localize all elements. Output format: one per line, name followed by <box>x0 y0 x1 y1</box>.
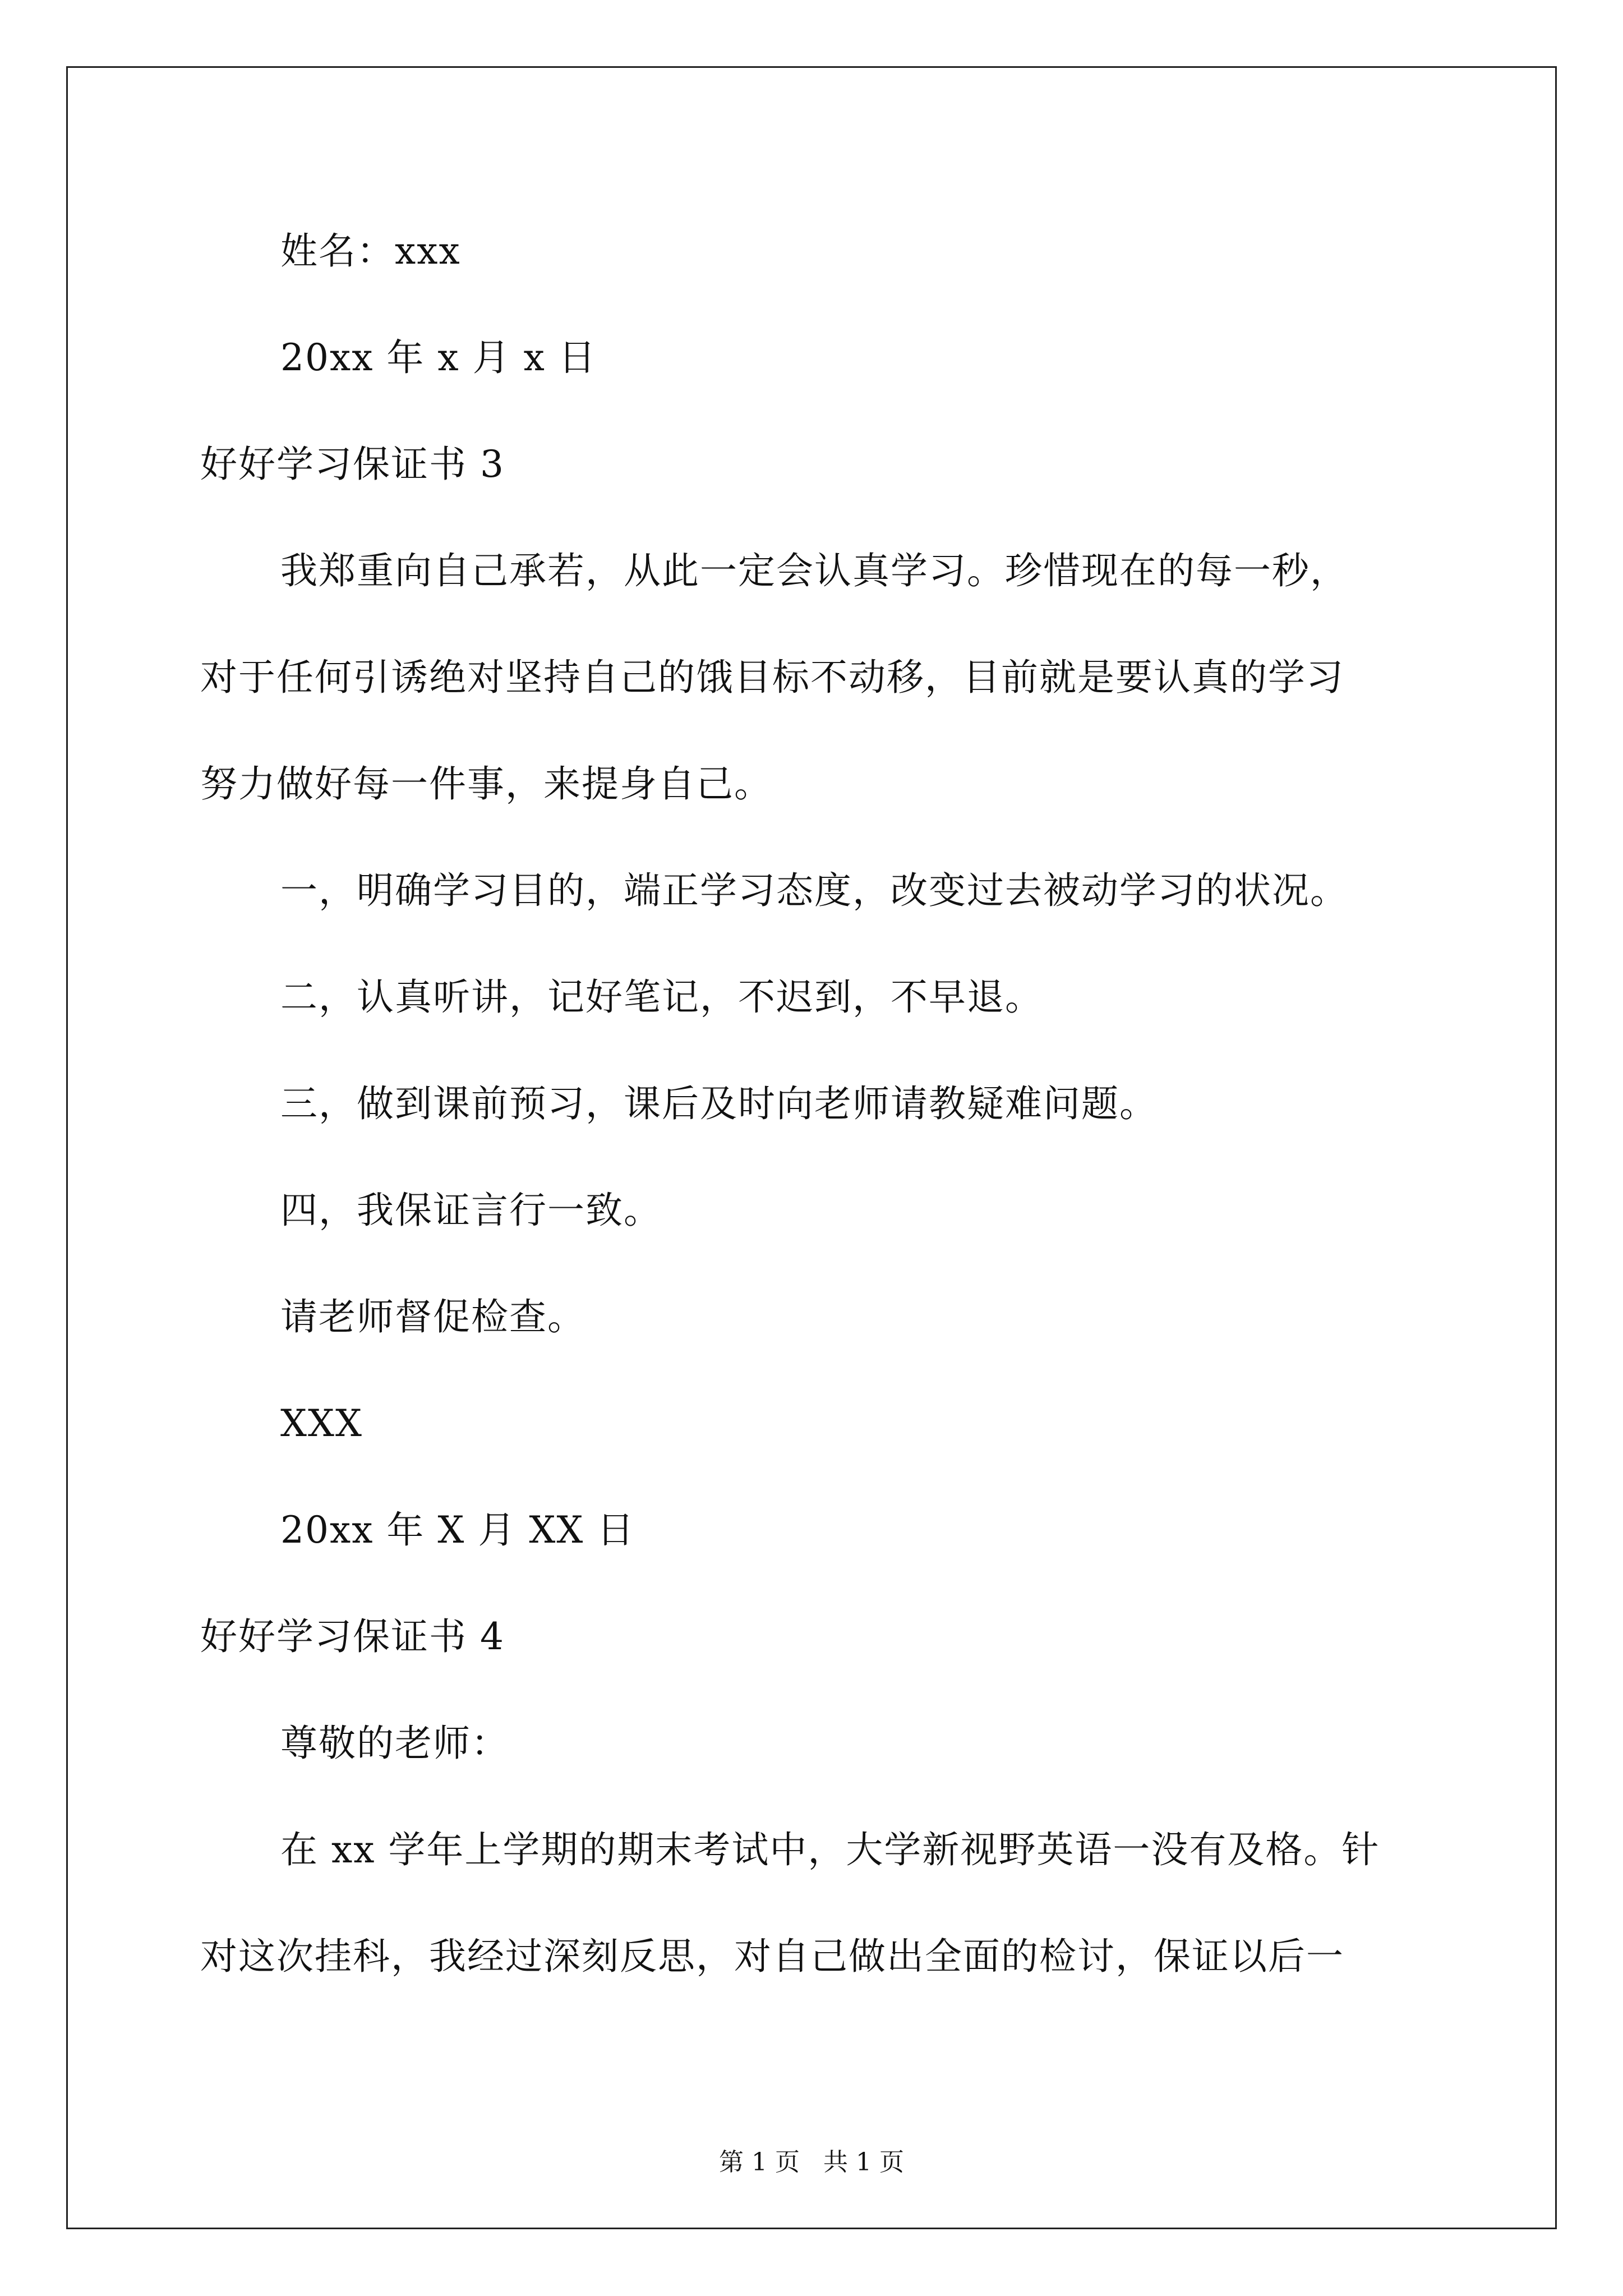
page-footer: 第 1 页 共 1 页 <box>719 2148 904 2177</box>
paragraph-line: 对这次挂科，我经过深刻反思，对自己做出全面的检讨，保证以后一 <box>200 1935 1344 1978</box>
signature-date: 20xx 年 x 月 x 日 <box>280 336 597 379</box>
paragraph-line: 我郑重向自己承若，从此一定会认真学习。珍惜现在的每一秒， <box>280 549 1348 592</box>
list-item-2: 二，认真听讲，记好笔记，不迟到，不早退。 <box>280 976 1043 1019</box>
paragraph-line: 对于任何引诱绝对坚持自己的饿目标不动移，目前就是要认真的学习 <box>200 656 1344 699</box>
salutation: 尊敬的老师： <box>280 1722 509 1765</box>
section-title-4: 好好学习保证书 4 <box>200 1615 505 1658</box>
signature-date: 20xx 年 X 月 XX 日 <box>280 1508 635 1552</box>
closing-request: 请老师督促检查。 <box>280 1295 585 1338</box>
list-item-3: 三，做到课前预习，课后及时向老师请教疑难问题。 <box>280 1082 1158 1125</box>
page-border <box>66 66 1557 2229</box>
signature-name: XXX <box>280 1402 363 1445</box>
signature-name: 姓名：xxx <box>280 229 461 273</box>
list-item-1: 一，明确学习目的，端正学习态度，改变过去被动学习的状况。 <box>280 869 1348 912</box>
section-title-3: 好好学习保证书 3 <box>200 443 505 486</box>
paragraph-line: 在 xx 学年上学期的期末考试中，大学新视野英语一没有及格。针 <box>280 1828 1380 1871</box>
paragraph-line: 努力做好每一件事，来提身自己。 <box>200 762 772 806</box>
list-item-4: 四，我保证言行一致。 <box>280 1189 662 1232</box>
